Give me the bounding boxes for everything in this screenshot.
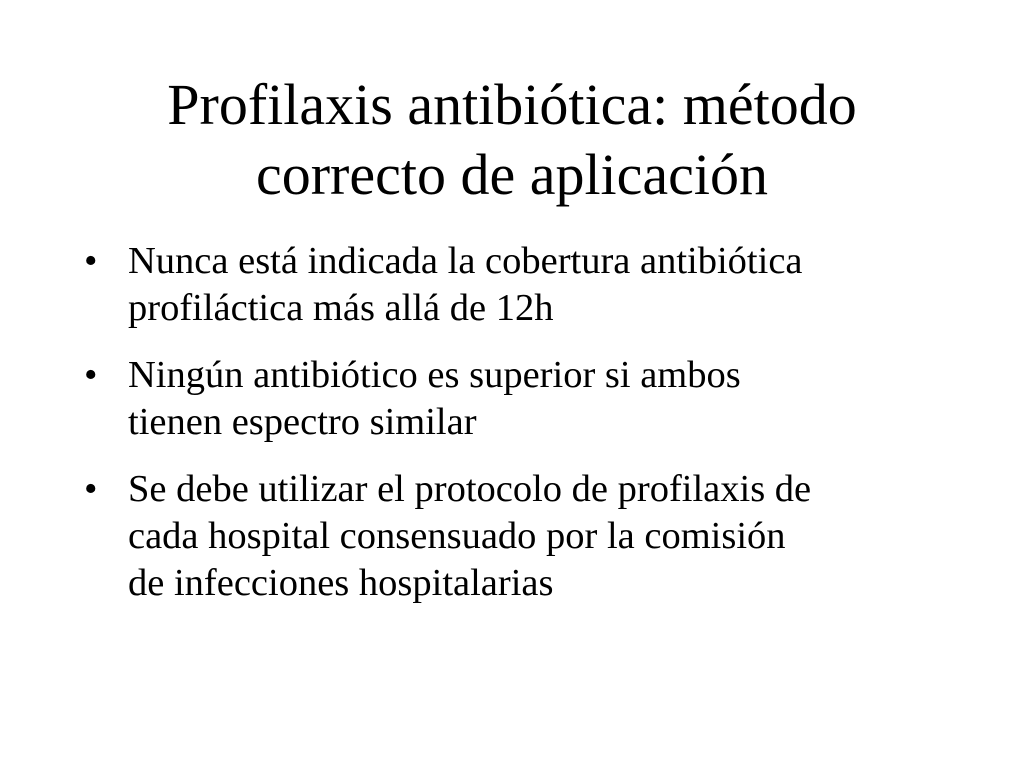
bullet-item xyxy=(84,466,964,607)
slide-title xyxy=(80,70,944,210)
bullet-item xyxy=(84,352,964,446)
bullet-text-line: de infecciones hospitalarias xyxy=(128,562,554,604)
bullet-text-line: tienen espectro similar xyxy=(128,401,477,443)
slide-title-line: Profilaxis antibiótica: método xyxy=(167,72,857,137)
bullet-list xyxy=(84,238,964,627)
bullet-text-line: cada hospital consensuado por la comisión xyxy=(128,515,786,557)
bullet-text-line: profiláctica más allá de 12h xyxy=(128,287,554,329)
bullet-text-line: Ningún antibiótico es superior si ambos xyxy=(128,354,741,396)
bullet-icon: • xyxy=(84,468,98,510)
slide-title-line: correcto de aplicación xyxy=(255,142,769,207)
bullet-text-line: Se debe utilizar el protocolo de profilaxis de xyxy=(128,468,812,510)
bullet-icon: • xyxy=(84,354,98,396)
bullet-item xyxy=(84,238,964,332)
bullet-icon: • xyxy=(84,240,98,282)
bullet-text-line: Nunca está indicada la cobertura antibiótica xyxy=(128,240,803,282)
